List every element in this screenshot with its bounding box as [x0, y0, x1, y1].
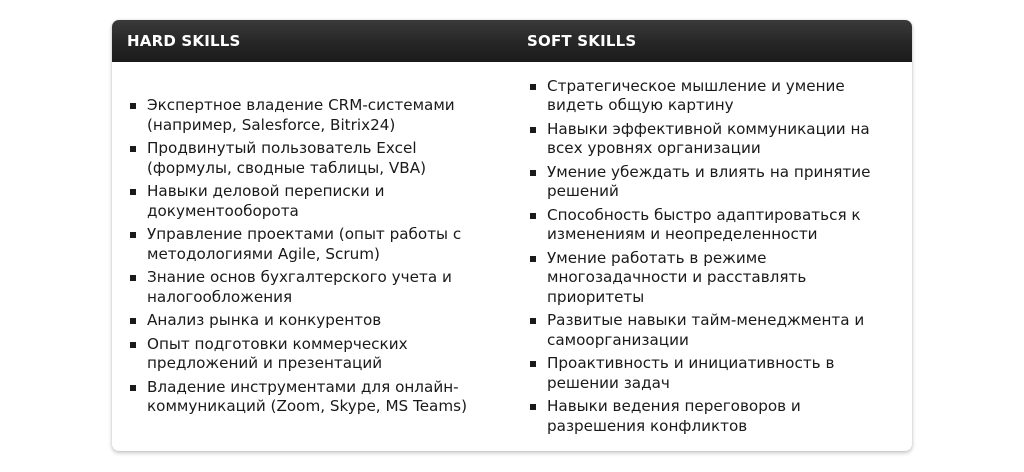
list-item: [127, 225, 500, 264]
bullet-icon: [130, 232, 136, 238]
list-item: [527, 354, 900, 393]
bullet-icon: [130, 318, 136, 324]
list-item-text: Развитые навыки тайм-менеджмента и самоорганизации: [547, 311, 865, 349]
list-item-text: Умение работать в режиме многозадачности и расставлять приоритеты: [547, 248, 807, 306]
bullet-icon: [130, 342, 136, 348]
bullet-icon: [530, 318, 536, 324]
skills-table: [112, 20, 912, 451]
list-item-text: Проактивность и инициативность в решении задач: [547, 354, 835, 392]
list-item: [127, 311, 500, 331]
hard-skills-header: HARD SKILLS: [127, 32, 241, 50]
list-item-text: Навыки ведения переговоров и разрешения конфликтов: [547, 397, 801, 435]
list-item-text: Владение инструментами для онлайн-коммуникаций (Zoom, Skype, MS Teams): [147, 377, 467, 416]
bullet-icon: [130, 275, 136, 281]
list-item-text: Экспертное владение CRM-системами (например, Salesforce, Bitrix24): [147, 96, 455, 134]
bullet-icon: [130, 385, 136, 391]
list-item: [127, 378, 500, 417]
bullet-icon: [530, 256, 536, 262]
list-item-text: Стратегическое мышление и умение видеть общую картину: [547, 76, 845, 115]
bullet-icon: [530, 213, 536, 219]
bullet-icon: [130, 146, 136, 152]
bullet-icon: [530, 170, 536, 176]
list-item-text: Управление проектами (опыт работы с методологиями Agile, Scrum): [147, 225, 462, 263]
list-item-text: Продвинутый пользователь Excel (формулы, сводные таблицы, VBA): [147, 139, 427, 177]
list-item-text: Навыки деловой переписки и документооборота: [147, 182, 385, 220]
list-item: [127, 139, 500, 178]
list-item: [527, 120, 900, 159]
list-item-text: Знание основ бухгалтерского учета и налогообложения: [147, 268, 452, 306]
list-item: [127, 268, 500, 307]
table-header: [112, 20, 912, 62]
soft-skills-column: [512, 62, 912, 451]
list-item: [527, 206, 900, 245]
list-item: [527, 77, 900, 116]
list-item: [127, 335, 500, 374]
list-item-text: Способность быстро адаптироваться к изменениям и неопределенности: [547, 205, 861, 244]
bullet-icon: [530, 404, 536, 410]
soft-skills-list: [527, 77, 900, 437]
bullet-icon: [530, 127, 536, 133]
list-item: [127, 182, 500, 221]
bullet-icon: [130, 189, 136, 195]
table-body: [112, 62, 912, 451]
list-item: [527, 249, 900, 308]
hard-skills-list: [127, 96, 500, 417]
list-item-text: Опыт подготовки коммерческих предложений и презентаций: [147, 334, 408, 373]
list-item: [127, 96, 500, 135]
list-item: [527, 311, 900, 350]
bullet-icon: [130, 103, 136, 109]
list-item-text: Умение убеждать и влиять на принятие решений: [547, 162, 871, 201]
list-item-text: Навыки эффективной коммуникации на всех уровнях организации: [547, 119, 870, 158]
list-item: [527, 163, 900, 202]
list-item: [527, 397, 900, 436]
hard-skills-column: [112, 62, 512, 451]
bullet-icon: [530, 84, 536, 90]
list-item-text: Анализ рынка и конкурентов: [147, 311, 382, 330]
soft-skills-header: SOFT SKILLS: [527, 32, 637, 50]
bullet-icon: [530, 361, 536, 367]
